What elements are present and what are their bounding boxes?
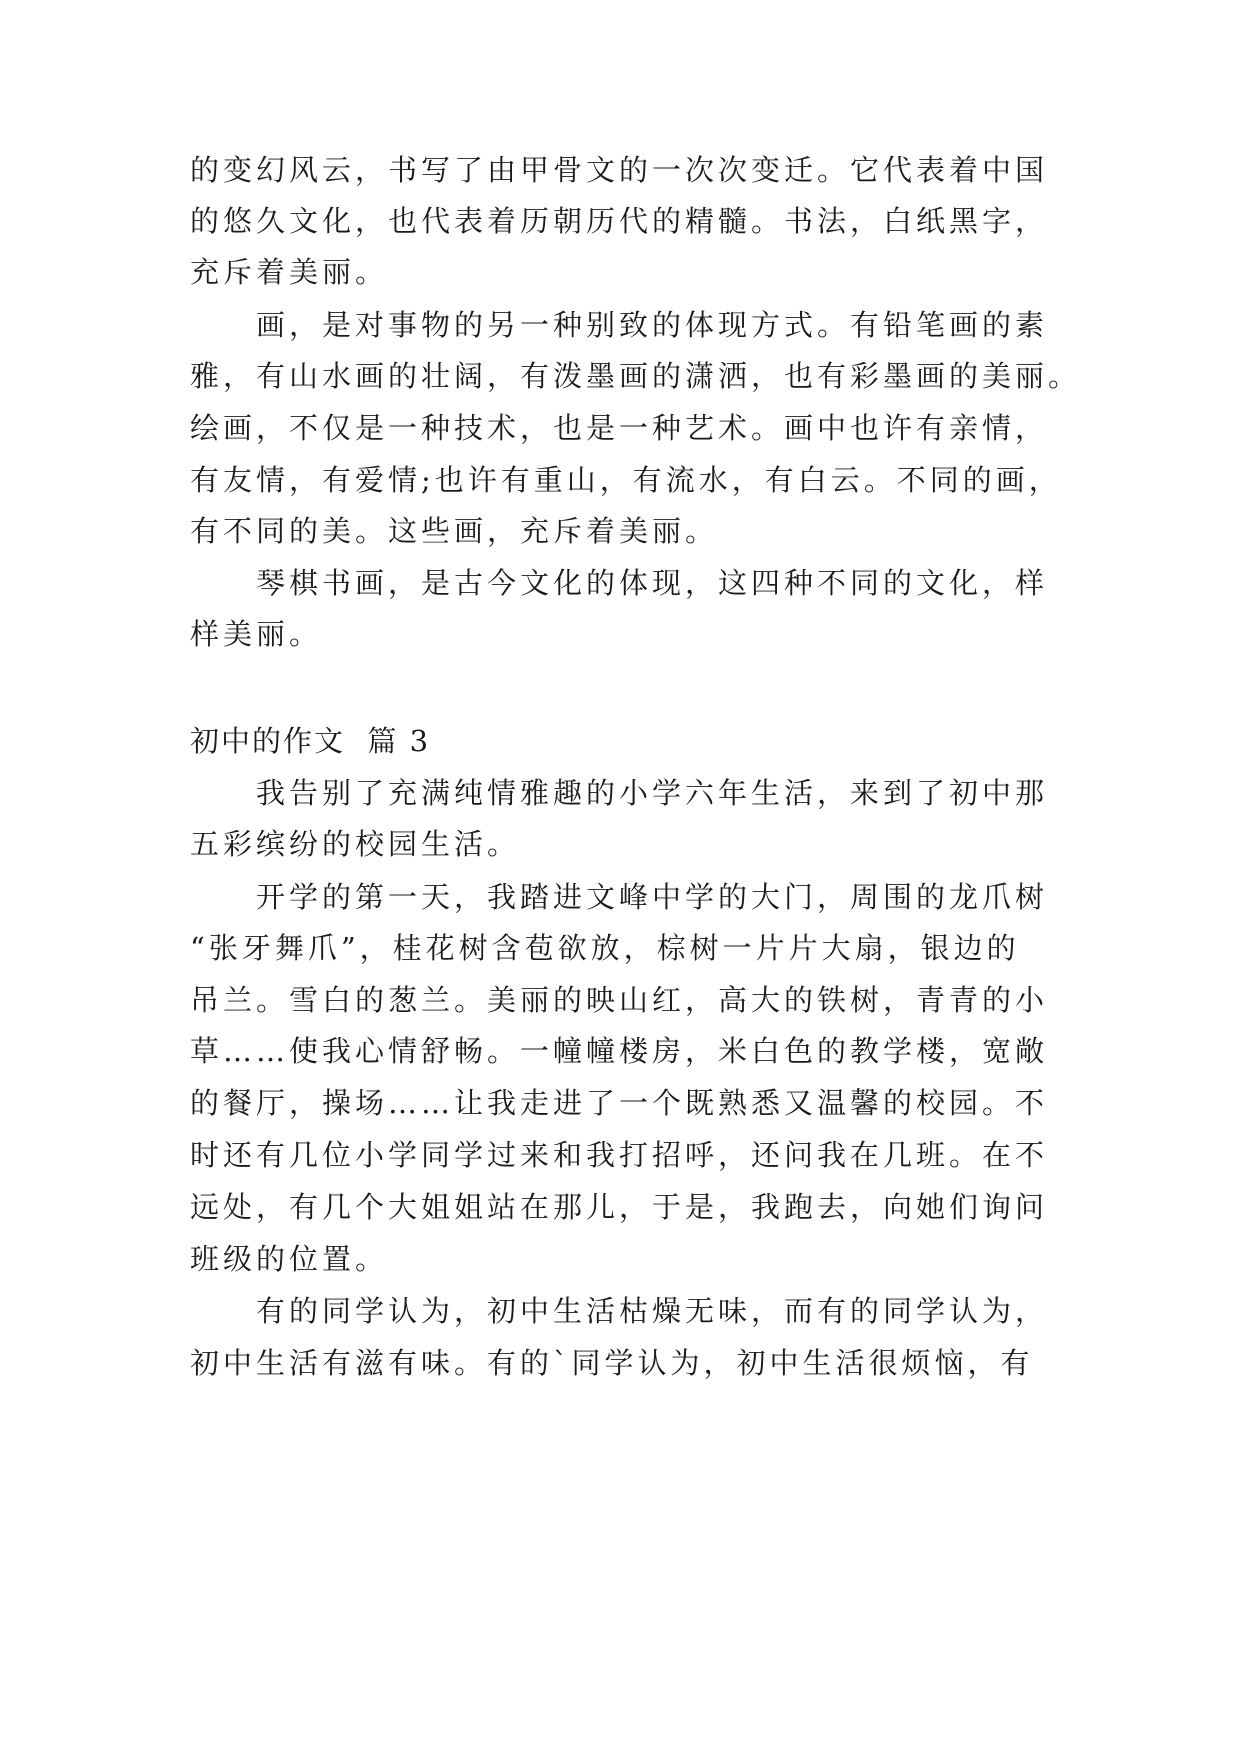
text-line: 充斥着美丽。 — [190, 255, 389, 289]
text-line: 有友情，有爱情;也许有重山，有流水，有白云。不同的画， — [190, 463, 1062, 497]
text-line: 有不同的美。这些画，充斥着美丽。 — [190, 514, 719, 548]
text-line: 草……使我心情舒畅。一幢幢楼房，米白色的教学楼，宽敞 — [190, 1034, 1049, 1068]
text-line: 样美丽。 — [190, 617, 323, 651]
section-heading: 初中的作文 篇 3 — [190, 724, 431, 758]
text-line: 吊兰。雪白的葱兰。美丽的映山红，高大的铁树，青青的小 — [190, 983, 1049, 1017]
text-line: 远处，有几个大姐姐站在那儿，于是，我跑去，向她们询问 — [190, 1190, 1049, 1224]
text-line: 五彩缤纷的校园生活。 — [190, 827, 521, 861]
text-line: 我告别了充满纯情雅趣的小学六年生活，来到了初中那 — [256, 776, 1049, 810]
text-line: 绘画，不仅是一种技术，也是一种艺术。画中也许有亲情， — [190, 411, 1049, 445]
text-line: 雅，有山水画的壮阔，有泼墨画的潇洒，也有彩墨画的美丽。 — [190, 359, 1082, 393]
text-line: 初中生活有滋有味。有的`同学认为，初中生活很烦恼，有 — [190, 1346, 1034, 1380]
text-line: 开学的第一天，我踏进文峰中学的大门，周围的龙爪树 — [256, 880, 1049, 914]
text-line: 的变幻风云，书写了由甲骨文的一次次变迁。它代表着中国 — [190, 153, 1049, 187]
text-line: 画，是对事物的另一种别致的体现方式。有铅笔画的素 — [256, 308, 1049, 342]
text-line: 的餐厅，操场……让我走进了一个既熟悉又温馨的校园。不 — [190, 1086, 1049, 1120]
text-line: “张牙舞爪”，桂花树含苞欲放，棕树一片片大扇，银边的 — [190, 931, 1020, 965]
text-line: 班级的位置。 — [190, 1242, 389, 1276]
text-line: 的悠久文化，也代表着历朝历代的精髓。书法，白纸黑字， — [190, 204, 1049, 238]
text-line: 有的同学认为，初中生活枯燥无味，而有的同学认为， — [256, 1294, 1049, 1328]
text-line: 琴棋书画，是古今文化的体现，这四种不同的文化，样 — [256, 566, 1049, 600]
text-line: 时还有几位小学同学过来和我打招呼，还问我在几班。在不 — [190, 1138, 1049, 1172]
